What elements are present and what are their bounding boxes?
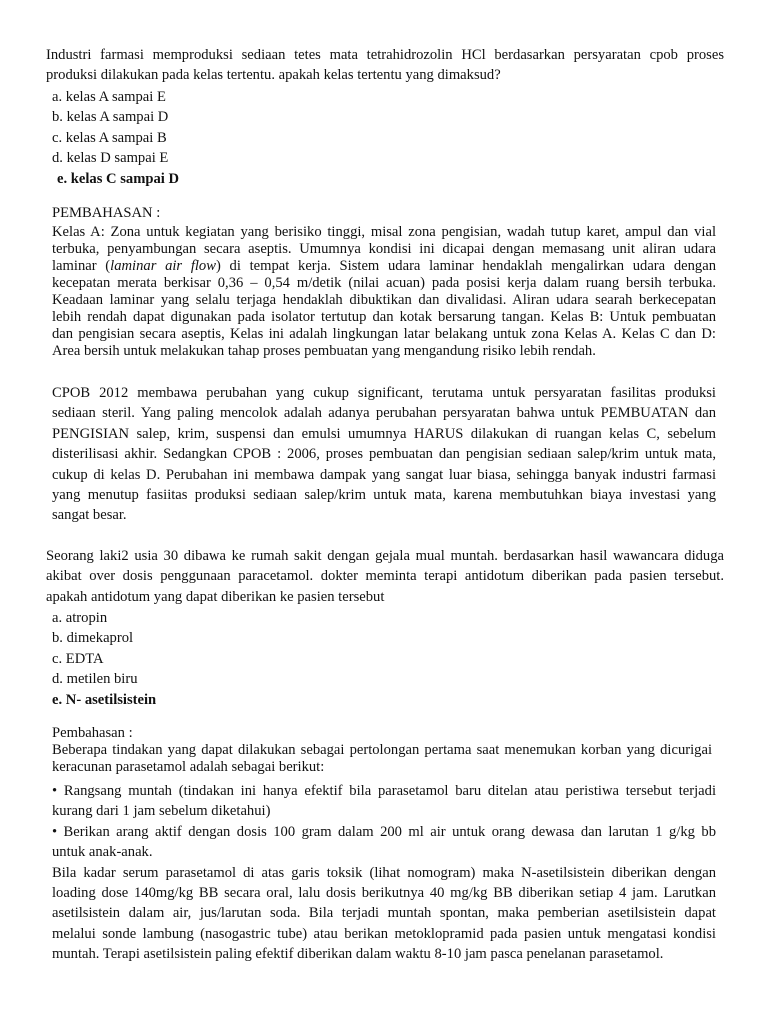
bullet-1-line: kurang dari 1 jam sebelum diketahui) xyxy=(52,803,271,820)
question-2-line: akibat over dosis penggunaan paracetamol. dokter meminta terapi antidotum diberikan pada pasien tersebut. xyxy=(46,568,724,585)
question-2-text xyxy=(46,546,724,607)
paragraph-line xyxy=(52,258,716,275)
discussion-2-intro xyxy=(52,742,712,776)
option-b: b. kelas A sampai D xyxy=(52,109,169,126)
paragraph-line: Kelas A: Zona untuk kegiatan yang berisiko tinggi, misal zona pengisian, wadah tutup karet, ampul dan vial xyxy=(52,224,716,240)
paragraph-line: keracunan parasetamol adalah sebagai berikut: xyxy=(52,759,325,775)
question-1-text xyxy=(46,45,724,86)
discussion-1-title xyxy=(52,203,352,223)
paragraph-line: terbuka, penyambungan secara aseptis. Umumnya kondisi ini dicapai dengan memasang unit aliran udara xyxy=(52,241,716,257)
question-1-line: produksi dilakukan pada kelas tertentu. apakah kelas tertentu yang dimaksud? xyxy=(46,67,501,84)
question-2-line: Seorang laki2 usia 30 dibawa ke rumah sakit dengan gejala mual muntah. berdasarkan hasil wawancara diduga xyxy=(46,548,724,564)
closing-line: loading dose 140mg/kg BB secara oral, lalu dosis berikutnya 40 mg/kg BB diberikan setiap 4 jam. Larutkan xyxy=(52,884,716,901)
discussion-1-paragraph-2 xyxy=(52,383,716,526)
bullet-1-line: • Rangsang muntah (tindakan ini hanya efektif bila parasetamol baru ditelan atau peristiwa tersebut terjadi xyxy=(52,783,716,799)
closing-line: asetilsistein dalam air, jus/larutan soda. Bila terjadi muntah spontan, maka pemberian asetilsistein dapat xyxy=(52,905,716,922)
paragraph-line: lebih rendah dapat digunakan pada isolator tertutup dan kotak bersarung tangan. Kelas B: Untuk pembuatan xyxy=(52,309,716,325)
option-d: d. kelas D sampai E xyxy=(52,150,169,167)
paragraph-line: dan pengisian secara aseptis, Kelas ini adalah lingkungan latar belakang untuk zona Kelas A. Kelas C dan D: xyxy=(52,326,716,342)
paragraph-line: Keadaan laminar yang selalu terjaga hendaklah dibuktikan dan divalidasi. Aliran udara searah berkecepatan xyxy=(52,292,716,308)
question-2-line: apakah antidotum yang dapat diberikan ke pasien tersebut xyxy=(46,588,385,605)
closing-line: muntah. Terapi asetilsistein paling efektif diberikan dalam waktu 8-10 jam pasca penelanan parasetamol. xyxy=(52,946,664,963)
paragraph-line: disterilisasi akhir. Sedangkan CPOB : 2006, proses pembuatan dan pengisian sediaan salep/krim untuk mata, xyxy=(52,446,716,463)
question-2-options xyxy=(52,608,352,710)
option-d: d. metilen biru xyxy=(52,671,138,688)
paragraph-line: sediaan steril. Yang paling mencolok adalah adanya perubahan persyaratan bahwa untuk PEMBUATAN dan xyxy=(52,405,716,422)
option-c: c. kelas A sampai B xyxy=(52,129,167,146)
text-run: laminar ( xyxy=(52,258,111,274)
option-a: a. atropin xyxy=(52,610,108,626)
paragraph-line: kecepatan merata berkisar 0,36 – 0,54 m/detik (nilai acuan) pada posisi kerja dalam ruang bersih terbuka. xyxy=(52,275,716,291)
discussion-2-body xyxy=(52,781,716,965)
bullet-2-line: • Berikan arang aktif dengan dosis 100 gram dalam 200 ml air untuk orang dewasa dan larutan 1 g/kg bb xyxy=(52,823,716,840)
answer-e: e. kelas C sampai D xyxy=(57,170,180,187)
text-run: ) di tempat kerja. Sistem udara laminar hendaklah mengalirkan udara dengan xyxy=(215,258,716,274)
discussion-1-paragraph-1 xyxy=(52,224,716,360)
paragraph-line: yang menutup fasiitas produksi sediaan salep/krim untuk mata, karena membutuhkan biaya investasi yang xyxy=(52,486,716,503)
bullet-2-line: untuk anak-anak. xyxy=(52,844,153,861)
answer-e: e. N- asetilsistein xyxy=(52,691,157,708)
discussion-2-title: Pembahasan : xyxy=(52,725,133,741)
paragraph-line: Beberapa tindakan yang dapat dilakukan sebagai pertolongan pertama saat menemukan korban yang dicurigai xyxy=(52,742,712,758)
closing-line: Bila kadar serum parasetamol di atas garis toksik (lihat nomogram) maka N-asetilsistein diberikan dengan xyxy=(52,864,716,881)
discussion-1-title-text: PEMBAHASAN : xyxy=(52,205,161,221)
option-a: a. kelas A sampai E xyxy=(52,89,166,105)
paragraph-line: cukup di kelas D. Perubahan ini membawa dampak yang sangat luar biasa, sehingga banyak industri farmasi xyxy=(52,466,716,483)
question-1-options xyxy=(52,87,352,189)
paragraph-line: CPOB 2012 membawa perubahan yang cukup significant, terutama untuk persyaratan fasilitas produksi xyxy=(52,385,716,401)
italic-term: laminar air flow xyxy=(110,258,216,274)
discussion-2 xyxy=(52,724,712,776)
paragraph-line: sangat besar. xyxy=(52,507,127,524)
closing-line: melalui sonde lambung (nasogastric tube) atau berikan metoklopramid pada pasien untuk mengatasi kondisi xyxy=(52,925,716,942)
option-b: b. dimekaprol xyxy=(52,630,134,647)
paragraph-line: Area bersih untuk melakukan tahap proses pembuatan yang mengandung risiko lebih rendah. xyxy=(52,343,596,359)
paragraph-line: PENGISIAN salep, krim, suspensi dan emulsi umumnya HARUS dilakukan di ruangan kelas C, sebelum xyxy=(52,425,716,442)
question-1-line: Industri farmasi memproduksi sediaan tetes mata tetrahidrozolin HCl berdasarkan persyaratan cpob proses xyxy=(46,47,724,63)
option-c: c. EDTA xyxy=(52,650,104,667)
